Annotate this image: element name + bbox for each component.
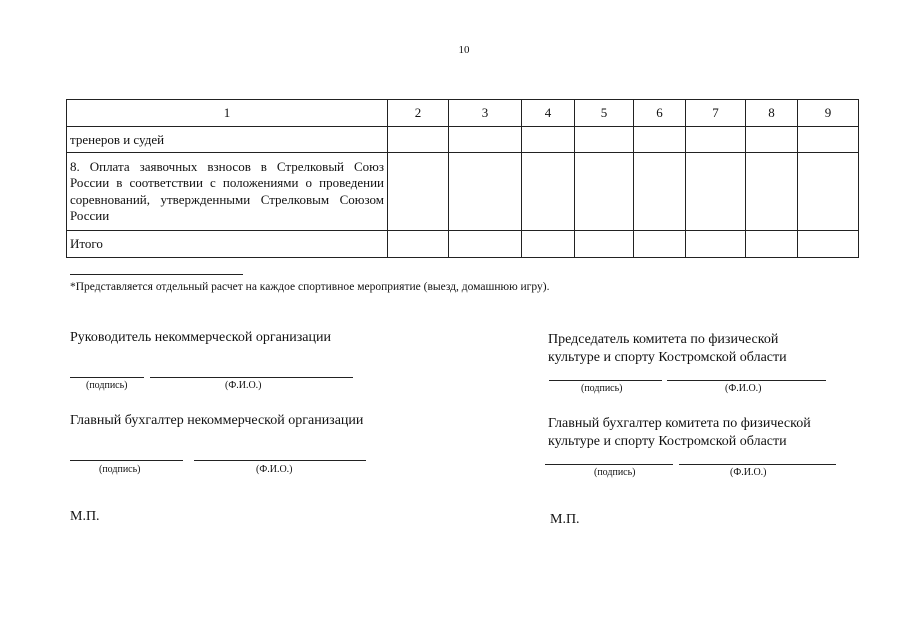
table-cell bbox=[634, 153, 686, 231]
table-header-row bbox=[67, 100, 859, 127]
left-head-sign-line bbox=[70, 377, 144, 378]
row-label: Итого bbox=[67, 231, 388, 258]
right-accountant-name-caption: (Ф.И.О.) bbox=[730, 467, 767, 478]
right-head-title-line1: Председатель комитета по физической bbox=[548, 332, 779, 347]
footnote: *Представляется отдельный расчет на каждое спортивное мероприятие (выезд, домашнюю игру). bbox=[70, 281, 550, 293]
table-cell bbox=[798, 231, 859, 258]
table-cell bbox=[449, 231, 522, 258]
table-cell bbox=[686, 153, 746, 231]
left-stamp-mark: М.П. bbox=[70, 509, 100, 524]
row-label: тренеров и судей bbox=[67, 127, 388, 153]
table-cell bbox=[388, 231, 449, 258]
table-cell bbox=[449, 153, 522, 231]
left-accountant-name-caption: (Ф.И.О.) bbox=[256, 464, 293, 475]
header-cell: 8 bbox=[746, 100, 798, 127]
left-head-name-caption: (Ф.И.О.) bbox=[225, 380, 262, 391]
table-cell bbox=[575, 153, 634, 231]
left-accountant-sign-caption: (подпись) bbox=[99, 464, 141, 475]
header-cell: 1 bbox=[67, 100, 388, 127]
header-cell: 9 bbox=[798, 100, 859, 127]
table-cell bbox=[522, 231, 575, 258]
table-cell bbox=[634, 127, 686, 153]
right-accountant-name-line bbox=[679, 464, 836, 465]
right-head-name-line bbox=[667, 380, 826, 381]
table-cell bbox=[746, 231, 798, 258]
left-head-sign-caption: (подпись) bbox=[86, 380, 128, 391]
right-head-name-caption: (Ф.И.О.) bbox=[725, 383, 762, 394]
right-head-sign-caption: (подпись) bbox=[581, 383, 623, 394]
header-cell: 5 bbox=[575, 100, 634, 127]
header-cell: 7 bbox=[686, 100, 746, 127]
right-accountant-sign-line bbox=[545, 464, 673, 465]
header-cell: 2 bbox=[388, 100, 449, 127]
table-cell bbox=[388, 153, 449, 231]
table-cell bbox=[522, 153, 575, 231]
table-cell bbox=[686, 127, 746, 153]
left-head-name-line bbox=[150, 377, 353, 378]
budget-table bbox=[66, 99, 859, 258]
table-cell bbox=[449, 127, 522, 153]
table-cell bbox=[575, 231, 634, 258]
footnote-divider bbox=[70, 274, 243, 275]
table-cell bbox=[746, 153, 798, 231]
row-label: 8. Оплата заявочных взносов в Стрелковый Союз России в соответствии с положениями о проведении соревнований, утвержденными Стрелковым Союзом России bbox=[67, 153, 388, 231]
header-cell: 6 bbox=[634, 100, 686, 127]
right-stamp-mark: М.П. bbox=[550, 512, 580, 527]
table-cell bbox=[575, 127, 634, 153]
left-accountant-name-line bbox=[194, 460, 366, 461]
right-head-sign-line bbox=[549, 380, 662, 381]
header-cell: 4 bbox=[522, 100, 575, 127]
table-row bbox=[67, 127, 859, 153]
table-cell bbox=[522, 127, 575, 153]
table-cell bbox=[798, 153, 859, 231]
right-head-title-line2: культуре и спорту Костромской области bbox=[548, 350, 787, 365]
header-cell: 3 bbox=[449, 100, 522, 127]
table-cell bbox=[798, 127, 859, 153]
table-row-total bbox=[67, 231, 859, 258]
left-head-title: Руководитель некоммерческой организации bbox=[70, 330, 331, 345]
left-accountant-sign-line bbox=[70, 460, 183, 461]
left-accountant-title: Главный бухгалтер некоммерческой организации bbox=[70, 413, 364, 428]
right-accountant-title-line2: культуре и спорту Костромской области bbox=[548, 434, 787, 449]
table-cell bbox=[686, 231, 746, 258]
table-cell bbox=[746, 127, 798, 153]
table-row bbox=[67, 153, 859, 231]
table-cell bbox=[388, 127, 449, 153]
page-number: 10 bbox=[458, 44, 470, 56]
table-cell bbox=[634, 231, 686, 258]
right-accountant-sign-caption: (подпись) bbox=[594, 467, 636, 478]
right-accountant-title-line1: Главный бухгалтер комитета по физической bbox=[548, 416, 811, 431]
